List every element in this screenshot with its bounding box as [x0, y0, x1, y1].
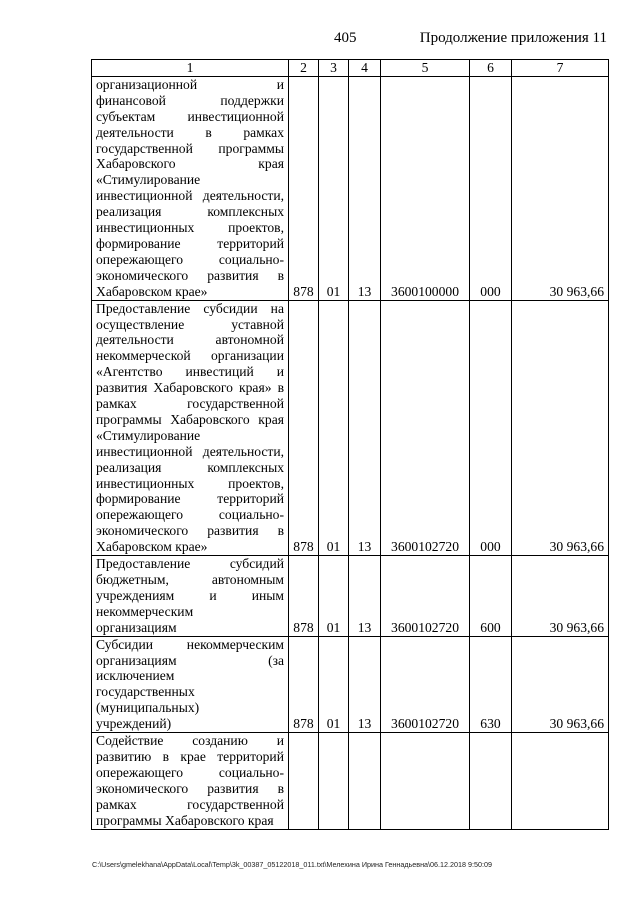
- column-header: 5: [381, 60, 470, 77]
- description-line: субъектам инвестиционной: [96, 108, 284, 124]
- description-line: экономического развития в: [96, 267, 284, 283]
- description-line: деятельности автономной: [96, 332, 284, 348]
- description-line: опережающего социально-: [96, 507, 284, 523]
- description-line: рамках государственной: [96, 396, 284, 412]
- description-line: исключением: [96, 668, 175, 684]
- description-line: реализация комплексных: [96, 204, 284, 220]
- column-header: 3: [319, 60, 349, 77]
- description-line: развитию в крае территорий: [96, 748, 284, 764]
- column-header: 4: [349, 60, 381, 77]
- column-header: 6: [470, 60, 512, 77]
- description-line: организационной и: [96, 76, 284, 92]
- table-row: [92, 300, 609, 556]
- expense-type-code: 630: [470, 636, 512, 732]
- description-line: некоммерческим: [96, 603, 194, 619]
- page-number: 405: [334, 30, 357, 46]
- description-line: программы Хабаровского края: [96, 411, 284, 427]
- table-row: [92, 733, 609, 829]
- target-item-code: 3600102720: [381, 300, 470, 556]
- description-line: «Стимулирование: [96, 427, 201, 443]
- description-line: инвестиционной деятельности,: [96, 188, 284, 204]
- table-row: [92, 556, 609, 637]
- description-line: развития Хабаровского края» в: [96, 380, 284, 396]
- ministry-code: 878: [289, 636, 319, 732]
- expense-type-code: [470, 733, 512, 829]
- description-line: Хабаровском крае»: [96, 539, 208, 555]
- description-line: учреждений): [96, 716, 172, 732]
- section-code: 01: [319, 300, 349, 556]
- description-line: инвестиционных проектов,: [96, 475, 284, 491]
- target-item-code: 3600102720: [381, 556, 470, 637]
- budget-table: [91, 59, 609, 830]
- description-line: формирование территорий: [96, 235, 284, 251]
- expense-type-code: 000: [470, 300, 512, 556]
- amount-value: 30 963,66: [512, 636, 609, 732]
- description-line: финансовой поддержки: [96, 92, 284, 108]
- row-description: [92, 76, 289, 300]
- description-line: деятельности в рамках: [96, 124, 284, 140]
- description-line: бюджетным, автономным: [96, 572, 284, 587]
- amount-value: 30 963,66: [512, 556, 609, 637]
- section-code: [319, 733, 349, 829]
- description-line: государственной программы: [96, 140, 284, 156]
- ministry-code: 878: [289, 556, 319, 637]
- description-line: Содействие созданию и: [96, 733, 284, 749]
- section-code: 01: [319, 636, 349, 732]
- appendix-continuation-title: Продолжение приложения 11: [419, 30, 607, 46]
- description-line: «Стимулирование: [96, 172, 201, 188]
- description-line: опережающего социально-: [96, 764, 284, 780]
- description-line: (муниципальных): [96, 700, 200, 716]
- subsection-code: 13: [349, 76, 381, 300]
- target-item-code: [381, 733, 470, 829]
- row-description: [92, 300, 289, 556]
- description-line: программы Хабаровского края: [96, 812, 274, 828]
- row-description: [92, 556, 289, 637]
- description-line: инвестиционной деятельности,: [96, 443, 284, 459]
- description-line: организациям: [96, 619, 177, 635]
- row-description: [92, 636, 289, 732]
- column-header: 7: [512, 60, 609, 77]
- row-description: [92, 733, 289, 829]
- ministry-code: 878: [289, 76, 319, 300]
- expense-type-code: 600: [470, 556, 512, 637]
- description-line: реализация комплексных: [96, 459, 284, 475]
- description-line: экономического развития в: [96, 780, 284, 796]
- description-line: Субсидии некоммерческим: [96, 636, 284, 652]
- description-line: инвестиционных проектов,: [96, 220, 284, 236]
- table-row: [92, 76, 609, 300]
- section-code: 01: [319, 556, 349, 637]
- column-header: 1: [92, 60, 289, 77]
- description-line: формирование территорий: [96, 491, 284, 507]
- ministry-code: [289, 733, 319, 829]
- column-header: 2: [289, 60, 319, 77]
- subsection-code: [349, 733, 381, 829]
- amount-value: 30 963,66: [512, 300, 609, 556]
- expense-type-code: 000: [470, 76, 512, 300]
- description-line: экономического развития в: [96, 523, 284, 539]
- amount-value: 30 963,66: [512, 76, 609, 300]
- target-item-code: 3600100000: [381, 76, 470, 300]
- description-line: государственных: [96, 684, 195, 700]
- file-path-footer: C:\Users\gmelekhana\AppData\Local\Temp\3k_00387_05122018_011.txt\Мелехина Ирина Геннадьевна\06.12.2018 9:50:09: [92, 860, 492, 869]
- description-line: Хабаровском крае»: [96, 283, 208, 299]
- description-line: учреждениям и иным: [96, 587, 284, 603]
- subsection-code: 13: [349, 556, 381, 637]
- section-code: 01: [319, 76, 349, 300]
- description-line: Предоставление субсидии на: [96, 300, 284, 316]
- description-line: Хабаровского края: [96, 156, 284, 172]
- description-line: организациям (за: [96, 652, 284, 668]
- description-line: некоммерческой организации: [96, 348, 284, 364]
- description-line: осуществление уставной: [96, 316, 284, 332]
- table-row: [92, 636, 609, 732]
- subsection-code: 13: [349, 636, 381, 732]
- table-header-row: [92, 60, 609, 77]
- description-line: «Агентство инвестиций и: [96, 364, 284, 380]
- description-line: рамках государственной: [96, 796, 284, 812]
- ministry-code: 878: [289, 300, 319, 556]
- target-item-code: 3600102720: [381, 636, 470, 732]
- description-line: опережающего социально-: [96, 251, 284, 267]
- amount-value: [512, 733, 609, 829]
- subsection-code: 13: [349, 300, 381, 556]
- description-line: Предоставление субсидий: [96, 556, 284, 572]
